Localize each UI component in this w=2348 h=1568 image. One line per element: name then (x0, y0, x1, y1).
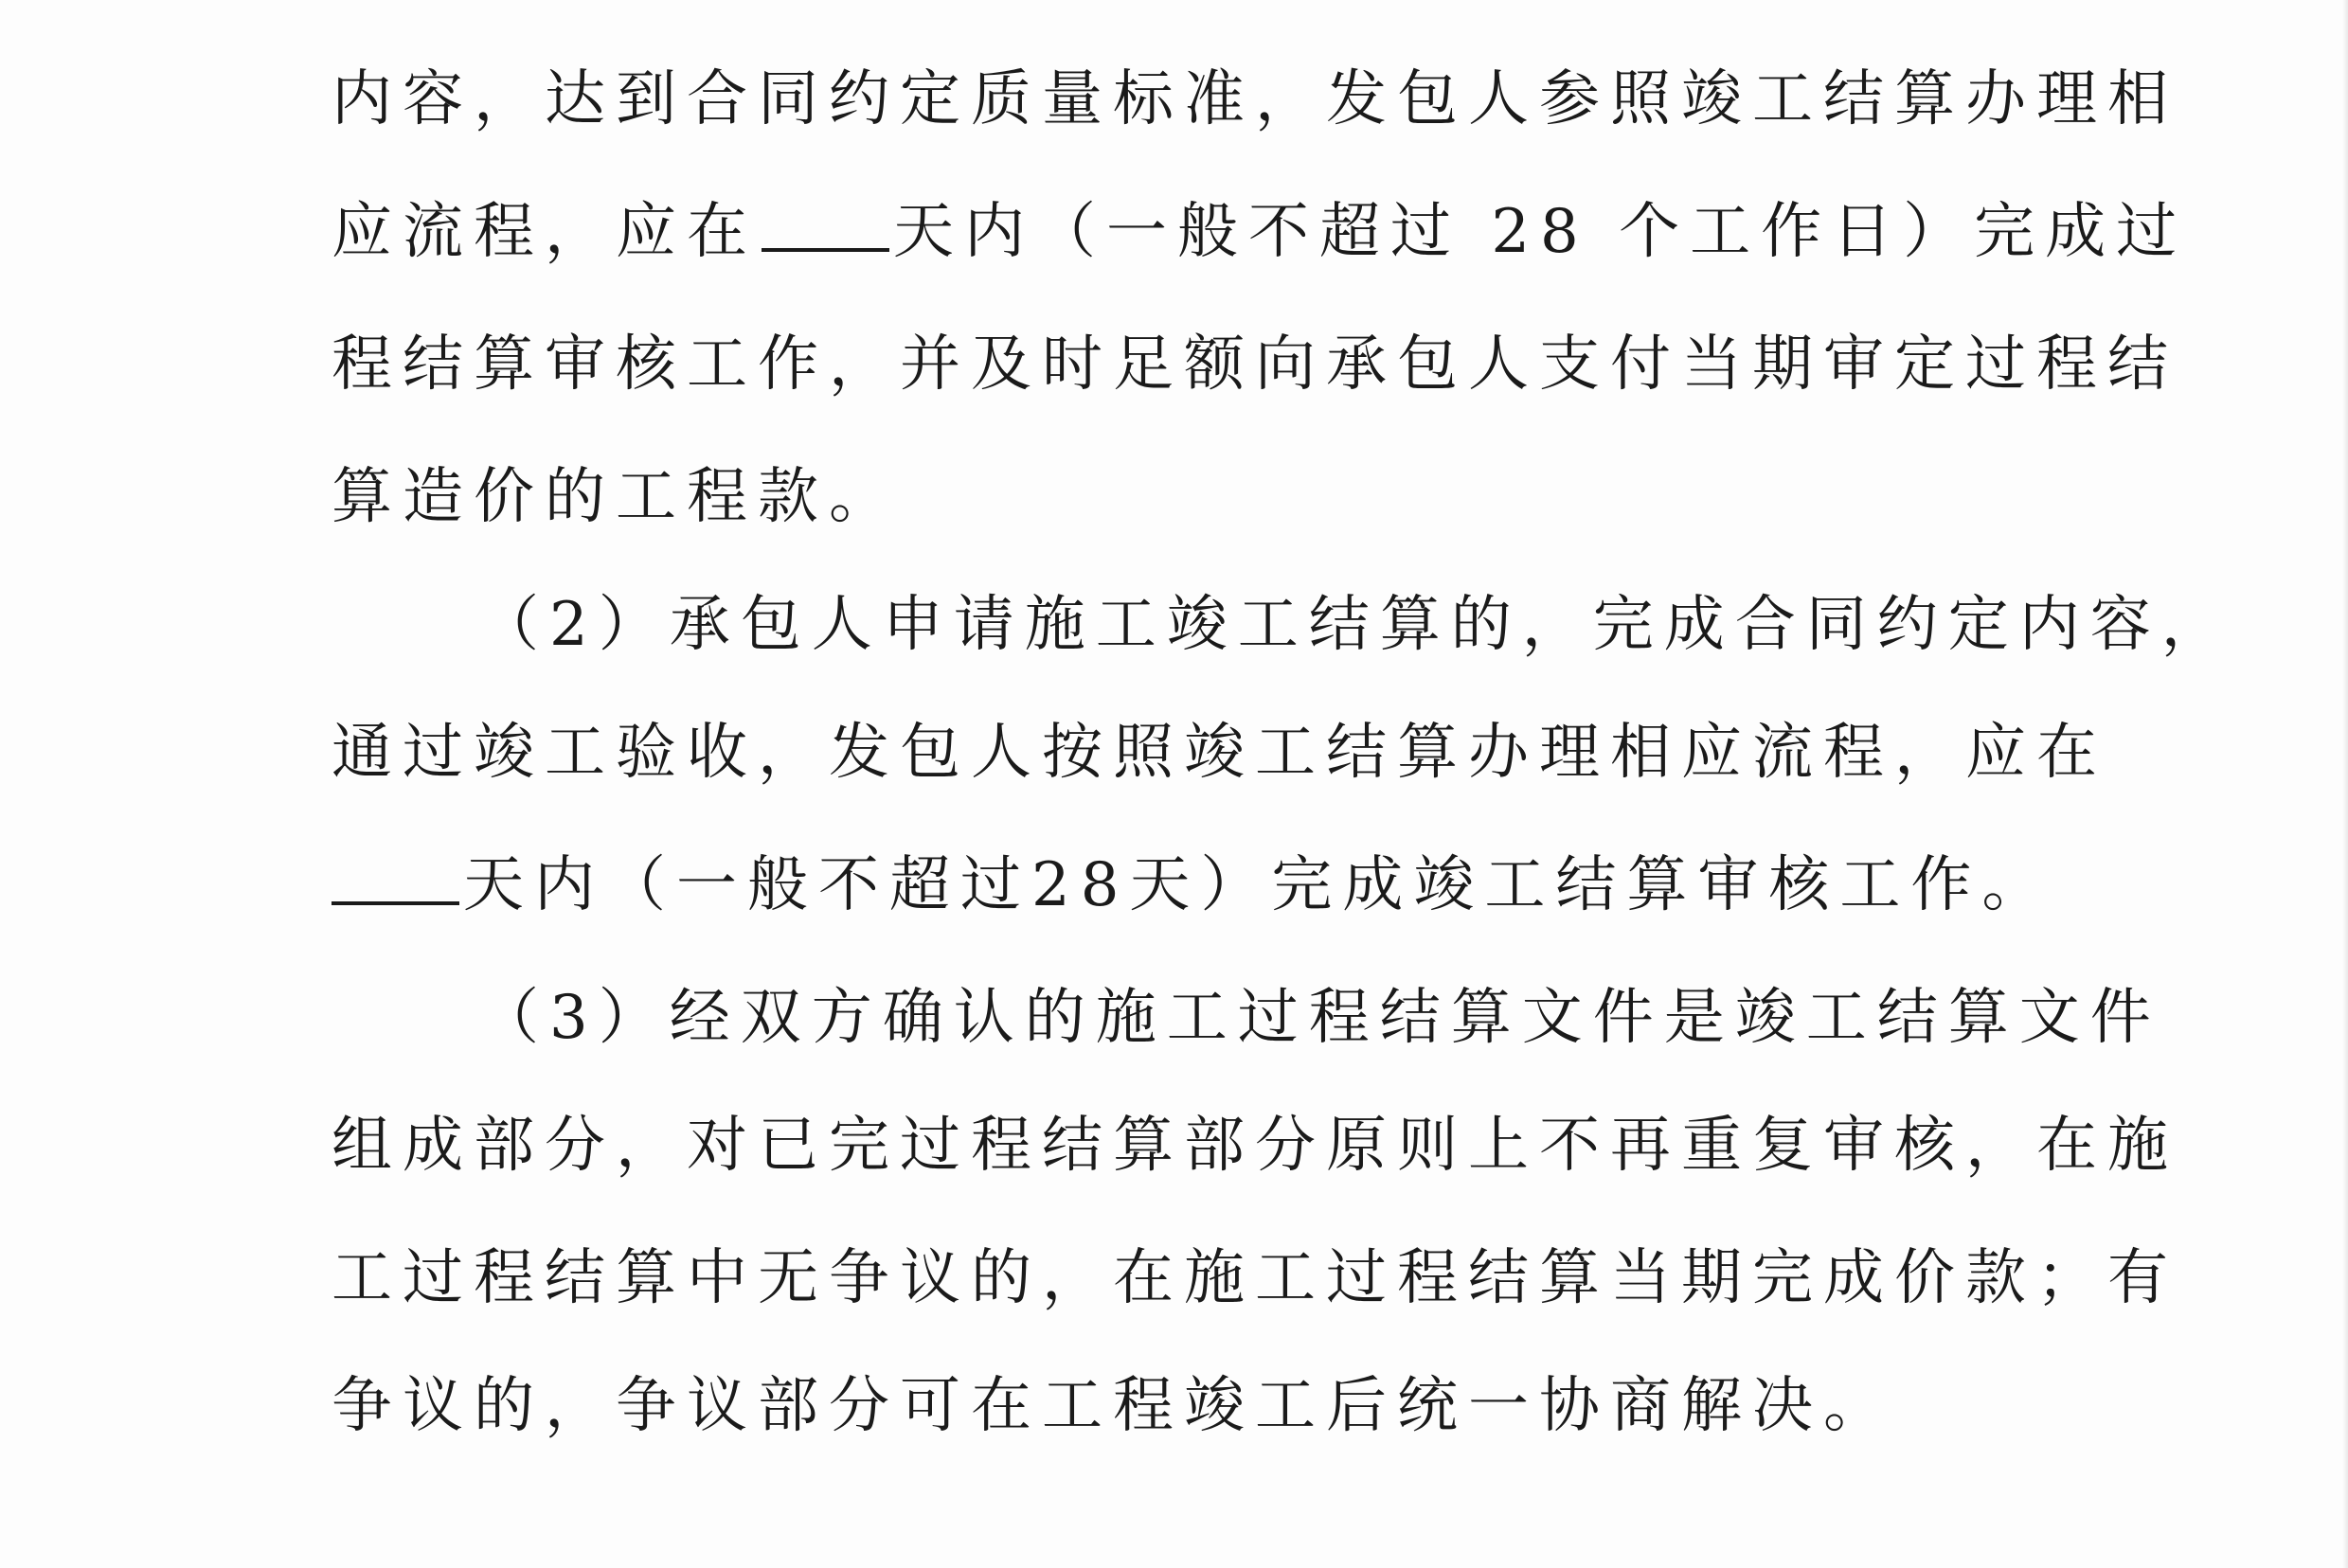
text-line-10-content: 工过程结算中无争议的，在施工过程结算当期完成价款；有 (332, 1243, 2178, 1313)
text-line-8-content: （3）经双方确认的施工过程结算文件是竣工结算文件 (478, 983, 2161, 1053)
text-line-9-content: 组成部分，对已完过程结算部分原则上不再重复审核，在施 (332, 1111, 2178, 1181)
text-line-4 (332, 459, 2036, 535)
fill-in-blank-1 (762, 195, 889, 252)
text-line-5-content: （2）承包人申请施工竣工结算的，完成合同约定内容， (478, 590, 2232, 660)
text-line-10 (332, 1240, 2178, 1316)
text-line-3 (332, 327, 2178, 402)
text-line-2-end: 天内（一般不超过 28 个工作日）完成过 (893, 197, 2188, 267)
text-line-1-content: 内容，达到合同约定质量标准，发包人参照竣工结算办理相 (332, 64, 2178, 134)
page-edge-shadow (2342, 0, 2348, 1568)
text-line-11-content: 争议的，争议部分可在工程竣工后统一协商解决。 (332, 1371, 1894, 1441)
text-line-6-content: 通过竣工验收，发包人按照竣工结算办理相应流程，应在 (332, 718, 2107, 788)
text-line-2-start: 应流程，应在 (332, 197, 758, 267)
text-line-11 (332, 1368, 2036, 1444)
text-line-2 (332, 194, 2188, 270)
text-line-7-content: 天内（一般不超过28天）完成竣工结算审核工作。 (463, 850, 2053, 920)
text-line-3-content: 程结算审核工作，并及时足额向承包人支付当期审定过程结 (332, 330, 2178, 400)
text-line-9 (332, 1108, 2178, 1184)
fill-in-blank-2 (332, 848, 459, 905)
text-line-1 (332, 62, 2178, 137)
text-line-5 (478, 587, 2232, 663)
text-line-6 (332, 715, 2107, 791)
text-line-8 (478, 980, 2183, 1056)
text-line-4-content: 算造价的工程款。 (332, 462, 900, 532)
text-line-7 (332, 847, 2053, 923)
